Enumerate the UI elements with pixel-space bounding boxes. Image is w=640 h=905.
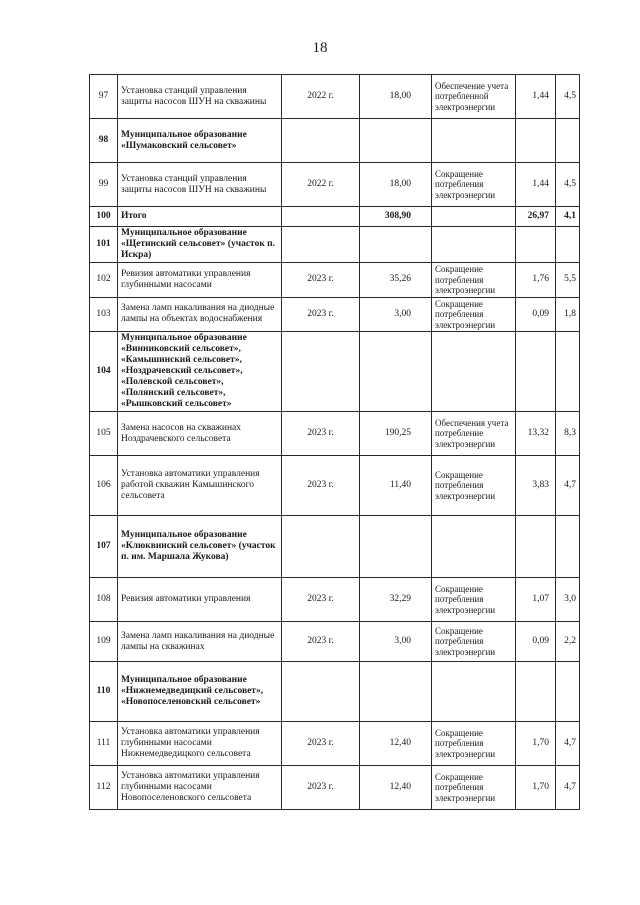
payback-value — [556, 119, 580, 163]
cost-value: 3,00 — [360, 622, 432, 662]
measure-name: Ревизия автоматики управления — [118, 578, 282, 622]
measure-name: Замена ламп накаливания на диодные лампы на скважинах — [118, 622, 282, 662]
effect-description: Сокращение потребления электроэнергии — [432, 766, 516, 810]
row-number: 101 — [90, 227, 118, 263]
cost-value: 12,40 — [360, 766, 432, 810]
payback-value: 8,3 — [556, 412, 580, 456]
effect-description — [432, 207, 516, 227]
effect-description: Сокращение потребления электроэнергии — [432, 163, 516, 207]
payback-value: 4,7 — [556, 456, 580, 516]
row-number: 102 — [90, 263, 118, 298]
saving-value: 3,83 — [516, 456, 556, 516]
payback-value: 2,2 — [556, 622, 580, 662]
effect-description: Сокращение потребления электроэнергии — [432, 622, 516, 662]
payback-value: 4,5 — [556, 163, 580, 207]
measure-name: Установка автоматики управления работой скважин Камышинского сельсовета — [118, 456, 282, 516]
row-number: 111 — [90, 722, 118, 766]
effect-description — [432, 516, 516, 578]
implementation-year: 2022 г. — [282, 75, 360, 119]
implementation-year: 2023 г. — [282, 622, 360, 662]
measure-name: Установка автоматики управления глубинными насосами Нижнемедведицкого сельсовета — [118, 722, 282, 766]
cost-value: 18,00 — [360, 163, 432, 207]
effect-description — [432, 119, 516, 163]
row-number: 105 — [90, 412, 118, 456]
effect-description: Сокращение потребления электроэнергии — [432, 456, 516, 516]
effect-description — [432, 227, 516, 263]
measure-name: Муниципальное образование «Винниковский сельсовет», «Камышинский сельсовет», «Ноздрачевский сельсовет», «Полевской сельсовет», «Полянский сельсовет», «Рышковский сельсовет» — [118, 332, 282, 412]
payback-value: 5,5 — [556, 263, 580, 298]
effect-description — [432, 662, 516, 722]
implementation-year — [282, 332, 360, 412]
implementation-year: 2023 г. — [282, 412, 360, 456]
payback-value — [556, 332, 580, 412]
implementation-year: 2022 г. — [282, 163, 360, 207]
payback-value: 4,7 — [556, 766, 580, 810]
implementation-year: 2023 г. — [282, 297, 360, 332]
table-row — [90, 766, 580, 810]
cost-value: 35,26 — [360, 263, 432, 298]
table-row — [90, 662, 580, 722]
implementation-year: 2023 г. — [282, 722, 360, 766]
table-body — [90, 75, 580, 810]
table-row — [90, 263, 580, 298]
saving-value — [516, 332, 556, 412]
saving-value: 1,70 — [516, 722, 556, 766]
effect-description: Сокращение потребления электроэнергии — [432, 722, 516, 766]
table-row — [90, 163, 580, 207]
effect-description: Сокращение потребления электроэнергии — [432, 578, 516, 622]
saving-value — [516, 227, 556, 263]
measure-name: Установка станций управления защиты насосов ШУН на скважины — [118, 75, 282, 119]
implementation-year — [282, 662, 360, 722]
saving-value: 1,76 — [516, 263, 556, 298]
effect-description: Обеспечения учета потребление электроэнергии — [432, 412, 516, 456]
cost-value: 32,29 — [360, 578, 432, 622]
row-number: 110 — [90, 662, 118, 722]
saving-value — [516, 516, 556, 578]
saving-value: 1,07 — [516, 578, 556, 622]
cost-value: 190,25 — [360, 412, 432, 456]
implementation-year — [282, 227, 360, 263]
row-number: 103 — [90, 297, 118, 332]
payback-value: 4,1 — [556, 207, 580, 227]
table-row — [90, 722, 580, 766]
implementation-year: 2023 г. — [282, 578, 360, 622]
row-number: 108 — [90, 578, 118, 622]
measure-name: Муниципальное образование «Клюквинский сельсовет» (участок п. им. Маршала Жукова) — [118, 516, 282, 578]
saving-value: 0,09 — [516, 622, 556, 662]
measure-name: Замена ламп накаливания на диодные лампы на объектах водоснабжения — [118, 297, 282, 332]
cost-value: 308,90 — [360, 207, 432, 227]
cost-value: 12,40 — [360, 722, 432, 766]
implementation-year: 2023 г. — [282, 766, 360, 810]
row-number: 98 — [90, 119, 118, 163]
row-number: 112 — [90, 766, 118, 810]
page-number: 18 — [312, 40, 328, 56]
saving-value — [516, 662, 556, 722]
row-number: 97 — [90, 75, 118, 119]
measure-name: Ревизия автоматики управления глубинными насосами — [118, 263, 282, 298]
cost-value: 18,00 — [360, 75, 432, 119]
cost-value — [360, 119, 432, 163]
row-number: 107 — [90, 516, 118, 578]
cost-value — [360, 332, 432, 412]
saving-value: 26,97 — [516, 207, 556, 227]
measure-name: Замена насосов на скважинах Ноздрачевского сельсовета — [118, 412, 282, 456]
measure-name: Установка станций управления защиты насосов ШУН на скважины — [118, 163, 282, 207]
table-row — [90, 297, 580, 332]
saving-value: 0,09 — [516, 297, 556, 332]
row-number: 104 — [90, 332, 118, 412]
table-row — [90, 332, 580, 412]
implementation-year — [282, 119, 360, 163]
table-row — [90, 412, 580, 456]
table-row — [90, 578, 580, 622]
saving-value: 1,44 — [516, 75, 556, 119]
measure-name: Установка автоматики управления глубинными насосами Новопоселеновского сельсовета — [118, 766, 282, 810]
table-row — [90, 456, 580, 516]
measure-name: Муниципальное образование «Шумаковский сельсовет» — [118, 119, 282, 163]
cost-value — [360, 516, 432, 578]
cost-value — [360, 662, 432, 722]
cost-value — [360, 227, 432, 263]
cost-value: 11,40 — [360, 456, 432, 516]
saving-value: 1,70 — [516, 766, 556, 810]
payback-value — [556, 227, 580, 263]
measure-name: Муниципальное образование «Нижнемедведицкий сельсовет», «Новопоселеновский сельсовет» — [118, 662, 282, 722]
saving-value: 1,44 — [516, 163, 556, 207]
table-row — [90, 75, 580, 119]
saving-value — [516, 119, 556, 163]
row-number: 109 — [90, 622, 118, 662]
effect-description: Обеспечение учета потребленной электроэнергии — [432, 75, 516, 119]
row-number: 100 — [90, 207, 118, 227]
table-row — [90, 622, 580, 662]
payback-value: 3,0 — [556, 578, 580, 622]
table-row — [90, 227, 580, 263]
measure-name: Муниципальное образование «Щетинский сельсовет» (участок п. Искра) — [118, 227, 282, 263]
measure-name: Итого — [118, 207, 282, 227]
payback-value — [556, 662, 580, 722]
payback-value — [556, 516, 580, 578]
saving-value: 13,32 — [516, 412, 556, 456]
table-row — [90, 207, 580, 227]
payback-value: 1,8 — [556, 297, 580, 332]
effect-description — [432, 332, 516, 412]
implementation-year — [282, 516, 360, 578]
row-number: 99 — [90, 163, 118, 207]
cost-value: 3,00 — [360, 297, 432, 332]
payback-value: 4,7 — [556, 722, 580, 766]
effect-description: Сокращение потребления электроэнергии — [432, 263, 516, 298]
effect-description: Сокращение потребления электроэнергии — [432, 297, 516, 332]
payback-value: 4,5 — [556, 75, 580, 119]
table-row — [90, 119, 580, 163]
implementation-year — [282, 207, 360, 227]
table-row — [90, 516, 580, 578]
implementation-year: 2023 г. — [282, 263, 360, 298]
row-number: 106 — [90, 456, 118, 516]
measures-table — [89, 74, 580, 810]
implementation-year: 2023 г. — [282, 456, 360, 516]
